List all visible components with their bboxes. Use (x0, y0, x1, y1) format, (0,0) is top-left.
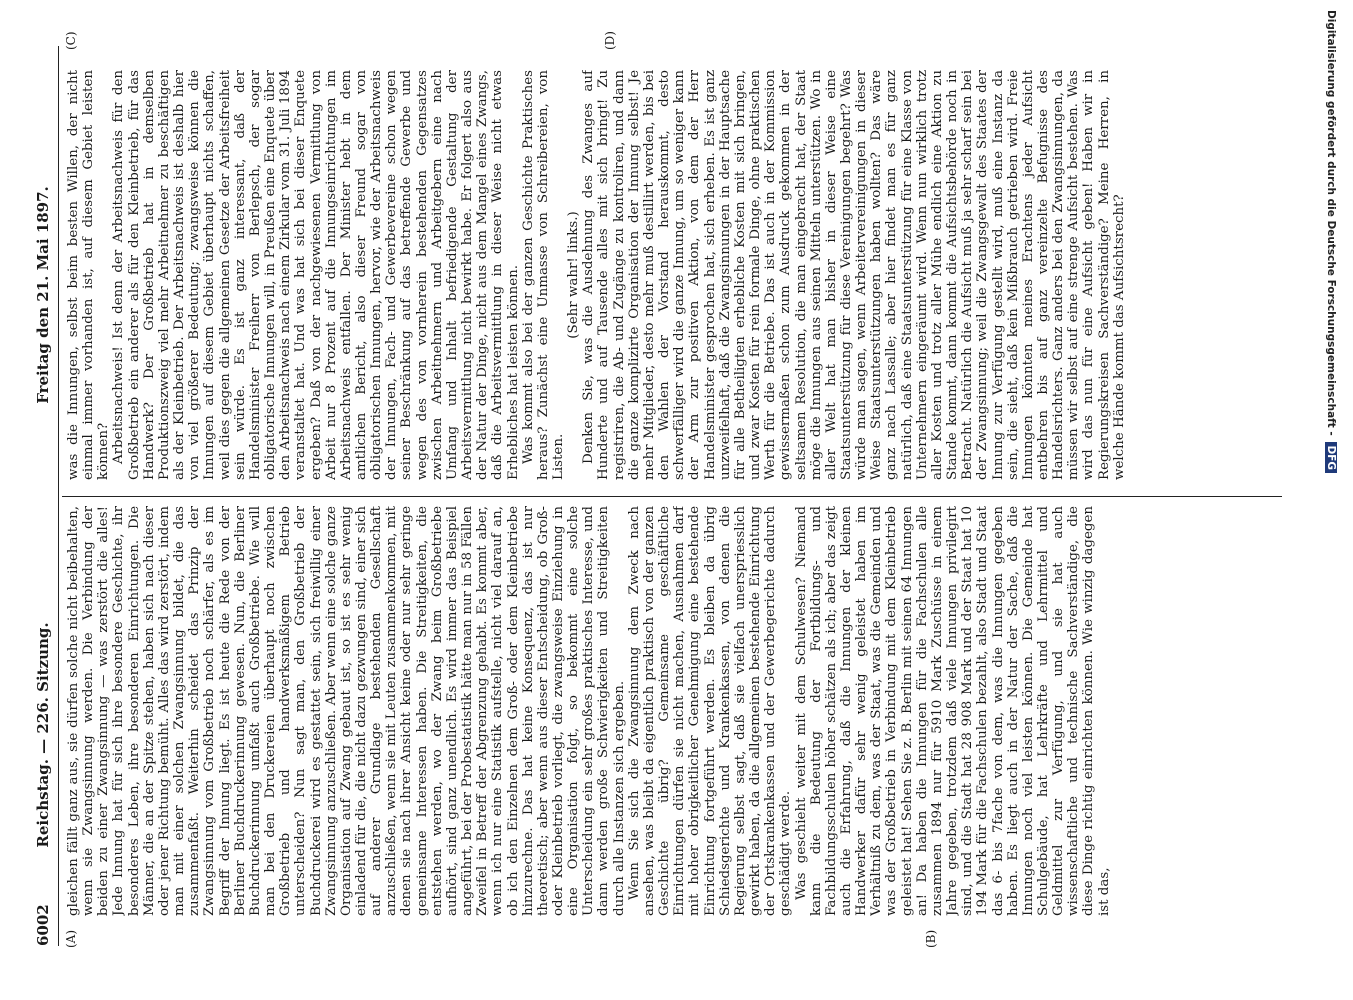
paragraph: gleichen fällt ganz aus, sie dürfen solche nicht beibehalten, wenn sie Zwangsinnung werden. Die Verbindung der beiden zu einer Zwangsinnung — was zerstört die alles! Jede Innung hat für sich ihre besondere Geschichte, ihr besonderes Leben, ihre besonderen Einrichtungen. Die Männer, die an der Spitze stehen, haben sich nach dieser oder jener Richtung bemüht. Alles das wird zerstört, indem man mit einer solchen Zwangsinnung bildet, die das zusammenfaßt. Weiterhin scheidet das Prinzip der Zwangsinnung vom Großbetrieb noch schärfer, als es im Begriff der Innung liegt. Es ist heute die Rede von der Berliner Buchdruckerinnung gewesen. Nun, die Berliner Buchdruckerinnung umfaßt auch Großbetriebe. Wie will man bei den Druckereien überhaupt noch zwischen Großbetrieb und handwerksmäßigem Betrieb unterscheiden? Nun sagt man, den Großbetrieb der Buchdruckerei wird es gestattet sein, sich freiwillig einer Zwangsinnung anzuschließen. Aber wenn eine solche ganze Organisation auf Zwang gebaut ist, so ist es sehr wenig einladend für die, die nicht dazu gezwungen sind, einer sich auf anderer Grundlage bestehenden Gesellschaft anzuschließen, wenn sie mit Leuten zusammenkommen, mit denen sie nach ihrer Ansicht keine oder nur sehr geringe gemeinsame Interessen haben. Die Streitigkeiten, die entstehen werden, wo der Zwang beim Großbetriebe aufhört, sind ganz unendlich. Es wird immer das Beispiel angeführt, bei der Probestatistik hätte man nur in 58 Fällen Zweifel in Betreff der Abgrenzung gehabt. Es kommt aber, wenn ich nur eine Statistik aufstelle, nicht viel darauf an, ob ich den Einzelnen dem Groß- oder dem Kleinbetriebe hinzurechne. Das hat keine Konsequenz, das ist nur theoretisch; aber wenn aus dieser Entscheidung, ob Groß- oder Kleinbetrieb vorliegt, die zwangsweise Einziehung in eine Organisation folgt, so bekommt eine solche Unterscheidung ein sehr großes praktisches Interesse, und dann werden große Schwierigkeiten und Streitigkeiten durch alle Instanzen sich ergeben. (66, 506, 627, 916)
margin-mark-c: (C) (64, 31, 78, 50)
right-column (66, 70, 1281, 480)
digitization-note (1325, 10, 1337, 1000)
margin-mark-d: (D) (603, 31, 617, 50)
paragraph: was die Innungen, selbst beim besten Willen, der nicht einmal immer vorhanden ist, auf diesem Gebiet leisten können? (66, 70, 112, 480)
paragraph: Was geschieht weiter mit dem Schulwesen? Niemand kann die Bedeutung der Fortbildungs- und Fachbildungsschulen höher schätzen als ich; aber das zeigt auch die Erfahrung, daß die Innungen der kleinen Handwerker dafür sehr wenig geleistet haben im Verhältniß zu dem, was der Staat, was die Gemeinden und was der Großbetrieb in Verbindung mit dem Kleinbetrieb geleistet hat! Sehen Sie z. B. Berlin mit seinen 64 Innungen an! Da haben die Innungen für die Fachschulen alle zusammen 1894 nur für 5910 Mark Zuschüsse in einem Jahre gegeben, trotzdem daß viele Innungen privilegirt sind, und die Stadt hat 28 908 Mark und der Staat hat 10 194 Mark für die Fachschulen bezahlt, also Stadt und Staat das 6- bis 7fache von dem, was die Innungen gegeben haben. Es liegt auch in der Natur der Sache, daß die Innungen noch viel leisten können. Die Gemeinde hat Schulgebäude, hat Lehrkräfte und Lehrmittel und Geldmittel zur Verfügung, und sie hat auch wissenschaftliche und technische Sachverständige, die diese Dinge richtig einrichten können. Wie winzig dagegen ist das, (793, 506, 1112, 916)
header-left-title: Reichstag. — 226. Sitzung. (34, 622, 52, 848)
interjection: (Sehr wahr! links.) (566, 211, 582, 339)
paragraph: Arbeitsnachweis! Ist denn der Arbeitsnachweis für den Großbetrieb ein anderer als für den Kleinbetrieb, für das Handwerk? Der Großbetrieb hat in demselben Produktionszweig viel mehr Arbeitnehmer zu beschäftigen als der Kleinbetrieb. Der Arbeitsnachweis ist deshalb hier von viel größerer Bedeutung; zwangsweise können die Innungen auf diesem Gebiet überhaupt nichts schaffen, weil dies gegen die allgemeinen Gesetze der Arbeitsfreiheit sein würde. Es ist ganz interessant, daß der Handelsminister Freiherr von Berlepsch, der sogar obligatorische Innungen will, in Preußen eine Enquete über den Arbeitsnachweis nach einem Zirkular vom 31. Juli 1894 veranstaltet hat. Und was hat sich bei dieser Enquete ergeben? Daß von der nachgewiesenen Vermittlung von Arbeit nur 8 Prozent auf die Innungseinrichtungen im Arbeitsnachweis entfallen. Der Minister hebt in dem amtlichen Bericht, also dieser Freund sogar von obligatorischen Innungen, hervor, wie der Arbeitsnachweis der Innungen, Fach- und Gewerbevereine schon wegen seiner Beschränkung auf das betreffende Gewerbe und wegen des von vornherein bestehenden Gegensatzes zwischen Arbeitnehmern und Arbeitgebern eine nach Umfang und Inhalt befriedigende Gestaltung der Arbeitsvermittlung nicht bewirkt habe. Er folgert also aus der Natur der Dinge, nicht aus dem Mangel eines Zwangs, daß die Arbeitsvermittlung in dieser Weise nicht etwas Erhebliches hat leisten können. (111, 70, 521, 480)
dfg-logo: DFG (1325, 442, 1337, 473)
paragraph: Wenn Sie sich die Zwangsinnung dem Zweck nach ansehen, was bleibt da eigentlich praktisch von der ganzen Geschichte übrig? Gemeinsame geschäftliche Einrichtungen dürfen sie nicht machen, Ausnahmen darf mit hoher obrigkeitlicher Genehmigung eine bestehende Einrichtung fortgeführt werden. Es bleiben da übrig Schiedsgerichte und Krankenkassen, von denen die Regierung selbst sagt, daß sie vielfach unerspriesslich gewirkt haben, da die allgemeinen bestehende Einrichtung der Ortskrankenkassen und der Gewerbegerichte dadurch geschädigt werde. (626, 506, 794, 916)
margin-mark-b: (B) (924, 929, 938, 948)
margin-mark-a: (A) (64, 929, 78, 948)
page-number: 6002 (34, 904, 52, 946)
left-column (66, 506, 1281, 916)
paragraph: Denken Sie, was die Ausdehnung des Zwanges auf Hunderte und auf Tausende alles mit sich bringt! Zu registriren, die Ab- und Zugänge zu kontroliren, und dann die ganze komplizirte Organisation der Innung selbst! Je mehr Mitglieder, desto mehr muß destillirt werden, bis bei den Wahlen der Vorstand herauskommt, desto schwerfälliger wird die ganze Innung, um so weniger kann der Arm zur positiven Aktion, von dem der Herr Handelsminister gesprochen hat, sich erheben. Es ist ganz unzweifelhaft, daß die Zwangsinnungen in der Hauptsache für alle Betheiligten erhebliche Kosten mit sich bringen, und zwar Kosten für rein formale Dinge, ohne praktischen Werth für die Betriebe. Das ist auch in der Kommission gewissermaßen schon zum Ausdruck gekommen in der seltsamen Resolution, die man eingebracht hat, der Staat möge die Innungen aus seinen Mitteln unterstützen. Wo in aller Welt hat man bisher in dieser Weise eine Staatsunterstützung für diese Vereinigungen begehrt? Was würde man sagen, wenn Arbeitervereinigungen in dieser Weise Staatsunterstützungen haben wollten? Das wäre ganz nach Lassalle; aber hier findet man es für ganz natürlich, daß eine Staatsunterstützung für eine Klasse von Unternehmern eingeräumt wird. Wenn nun wirklich trotz aller Kosten und trotz aller Mühe endlich eine Aktion zu Stande kommt, dann kommt die Aufsichtsbehörde noch in Betracht. Natürlich die Aufsicht muß ja sehr scharf sein bei der Zwangsinnung; weil die Zwangsgewalt des Staates der Innung zur Verfügung gestellt wird, muß eine Instanz da sein, die sieht, daß kein Mißbrauch getrieben wird. Freie Innungen könnten meines Erachtens jeder Aufsicht entbehren bis auf ganz vereinzelte Befugnisse des Handelsrichters. Ganz anders bei den Zwangsinnungen, da müssen wir selbst auf eine strenge Aufsicht bestehen. Was wird das nun für eine Aufsicht geben! Haben wir in Regierungskreisen Sachverständige? Meine Herren, in welche Hände kommt das Aufsichtsrecht? (581, 70, 1127, 480)
header-rule (58, 46, 59, 946)
header-right-title: Freitag den 21. Mai 1897. (34, 186, 52, 404)
column-divider (62, 496, 1282, 497)
digitization-text: Digitalisierung gefördert durch die Deutsche Forschungsgemeinschaft - (1325, 10, 1337, 436)
paragraph: Was kommt also bei der ganzen Geschichte Praktisches heraus? Zunächst eine Unmasse von Schreibereien, von Listen. (520, 70, 566, 480)
